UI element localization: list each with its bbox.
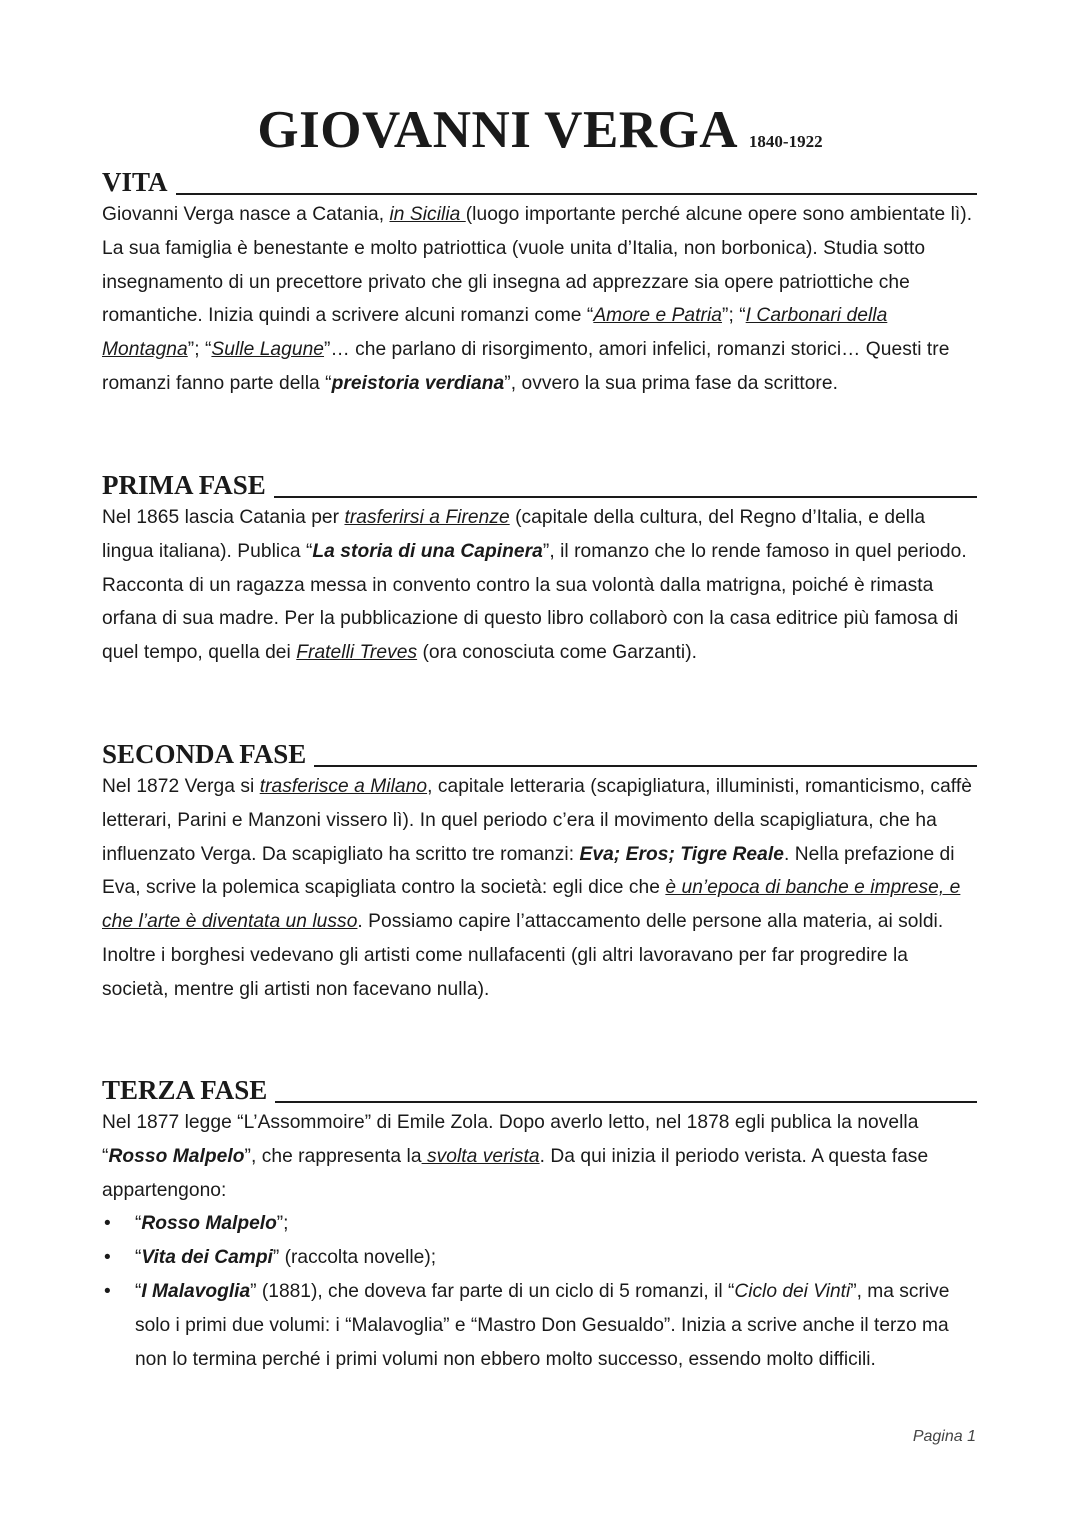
list-item: • “Rosso Malpelo”; bbox=[102, 1207, 977, 1241]
works-list bbox=[102, 1207, 977, 1376]
section-paragraph: Nel 1865 lascia Catania per trasferirsi a Firenze (capitale della cultura, del Regno d’Italia, e della lingua italiana). Publica “La storia di una Capinera”, il romanzo che lo rende famoso in quel periodo. Racconta di un ragazza messa in convento contro la sua volontà dalla matrigna, poiché è rimasta orfana di sua madre. Per la pubblicazione di questo libro collaborò con la casa editrice più famosa di quel tempo, quella dei Fratelli Treves (ora conosciuta come Garzanti). bbox=[102, 507, 967, 664]
section-seconda-fase bbox=[102, 739, 977, 1007]
section-paragraph: Nel 1877 legge “L’Assommoire” di Emile Zola. Dopo averlo letto, nel 1878 egli publica la novella “Rosso Malpelo”, che rappresenta la svolta verista. Da qui inizia il periodo verista. A questa fase appartengono: bbox=[102, 1112, 929, 1201]
heading-rule bbox=[274, 496, 977, 498]
heading-rule bbox=[176, 193, 977, 195]
page-number: Pagina 1 bbox=[912, 1428, 976, 1445]
section-heading: VITA bbox=[102, 170, 977, 196]
section-terza-fase bbox=[102, 1075, 977, 1376]
section-heading: PRIMA FASE bbox=[102, 473, 977, 499]
section-prima-fase bbox=[102, 470, 977, 670]
page-title bbox=[0, 101, 1080, 159]
list-item: • “Vita dei Campi” (raccolta novelle); bbox=[102, 1241, 977, 1275]
heading-rule bbox=[275, 1101, 977, 1103]
title-name: GIOVANNI VERGA bbox=[257, 101, 736, 159]
section-heading: TERZA FASE bbox=[102, 1078, 977, 1104]
bullet-icon: • bbox=[104, 1280, 111, 1302]
section-vita bbox=[102, 167, 977, 401]
title-years: 1840-1922 bbox=[748, 132, 823, 151]
section-paragraph: Nel 1872 Verga si trasferisce a Milano, capitale letteraria (scapigliatura, illuministi, romanticismo, caffè letterari, Parini e Manzoni vissero lì). In quel periodo c’era il movimento della scapigliatura, che ha influenzato Verga. Da scapigliato ha scritto tre romanzi: Eva; Eros; Tigre Reale. Nella prefazione di Eva, scrive la polemica scapigliata contro la società: egli dice che è un’epoca di banche e imprese, e che l’arte è diventata un lusso. Possiamo capire l’attaccamento delle persone alla materia, ai soldi. Inoltre i borghesi vedevano gli artisti come nullafacenti (gli altri lavoravano per far progredire la società, mentre gli artisti non facevano nulla). bbox=[102, 776, 972, 1000]
section-heading: SECONDA FASE bbox=[102, 742, 977, 768]
section-paragraph: Giovanni Verga nasce a Catania, in Sicilia (luogo importante perché alcune opere sono ambientate lì). La sua famiglia è benestante e molto patriottica (vuole unita d’Italia, non borbonica). Studia sotto insegnamento di un precettore privato che gli insegna ad apprezzare sia opere patriottiche che romantiche. Inizia quindi a scrivere alcuni romanzi come “Amore e Patria”; “I Carbonari della Montagna”; “Sulle Lagune”… che parlano di risorgimento, amori infelici, romanzi storici… Questi tre romanzi fanno parte della “preistoria verdiana”, ovvero la sua prima fase da scrittore. bbox=[102, 204, 973, 394]
heading-rule bbox=[314, 765, 977, 767]
bullet-icon: • bbox=[104, 1213, 111, 1235]
bullet-icon: • bbox=[104, 1247, 111, 1269]
list-item: • “I Malavoglia” (1881), che doveva far parte di un ciclo di 5 romanzi, il “Ciclo dei Vinti”, ma scrive solo i primi due volumi: i “Malavoglia” e “Mastro Don Gesualdo”. Inizia a scrive anche il terzo ma non lo termina perché i primi volumi non ebbero molto successo, essendo molto difficili. bbox=[102, 1275, 977, 1376]
